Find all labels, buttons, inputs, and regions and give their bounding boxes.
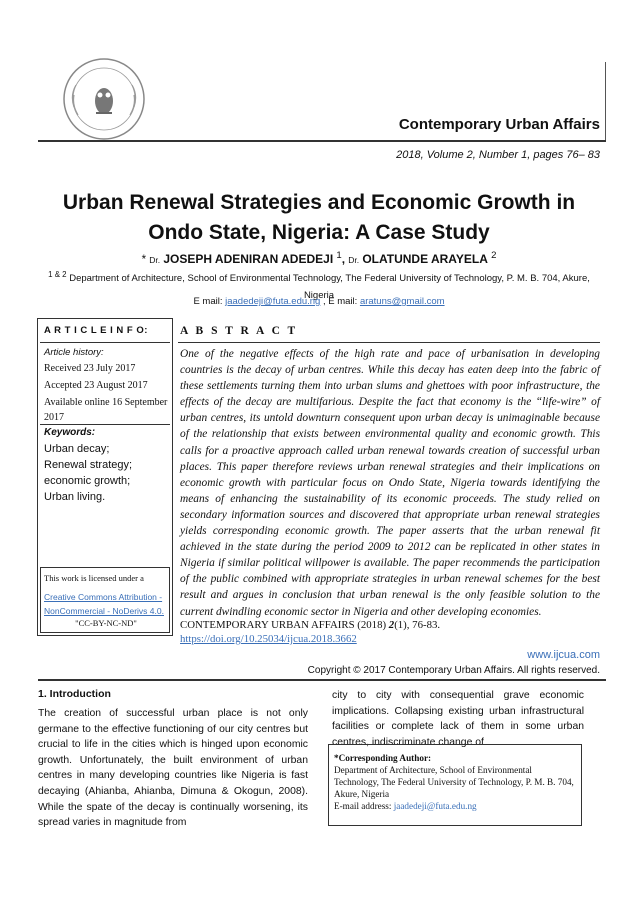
license-text: This work is licensed under a xyxy=(44,573,144,583)
body-divider xyxy=(38,679,606,681)
author-emails xyxy=(40,296,598,307)
column2-paragraph: city to city with consequential grave economic implications. Collapsing existing urban infrastructural facilities or complete lack of them in some urban centres, indiscriminate change of xyxy=(332,690,584,748)
author2-prefix: Dr. xyxy=(348,254,360,265)
corresponding-author-email-line xyxy=(334,800,576,812)
author2-sup: 2 xyxy=(491,250,497,261)
keyword: economic growth; xyxy=(44,475,131,487)
citation xyxy=(180,619,600,631)
intro-paragraph: The creation of successful urban place is not only germane to the effective functioning of our city centres but crucial to life in the cities which is hinged upon economic growth. Unfortunately, the built environment of urban centres in many developing countries like Nigeria is fast decaying (Ahianba, Ahianba, Dimuna & Okogun, 2008). While the spate of the decay is continually worsening, its spread varies in magnitude from xyxy=(38,708,308,829)
corresponding-author-details xyxy=(334,752,576,812)
header-vertical-rule xyxy=(605,62,606,142)
corresponding-email-link[interactable]: jaadedeji@futa.edu.ng xyxy=(393,801,477,811)
accepted-date: Accepted 23 August 2017 xyxy=(44,380,148,391)
keywords-divider xyxy=(40,424,170,425)
abstract-divider xyxy=(178,342,600,343)
abstract-heading: A B S T R A C T xyxy=(180,325,298,337)
received-date: Received 23 July 2017 xyxy=(44,363,136,374)
author2-name: OLATUNDE ARAYELA xyxy=(362,251,488,266)
keywords-list xyxy=(44,441,168,505)
license-code: "CC-BY-NC-ND" xyxy=(75,618,137,628)
article-info-divider xyxy=(40,342,170,343)
corresponding-marker: * xyxy=(141,253,147,266)
email-address-label: E-mail address: xyxy=(334,801,392,811)
keyword: Urban decay; xyxy=(44,443,110,455)
author1-sup: 1 xyxy=(336,250,342,261)
email-label-2: , E mail: xyxy=(322,296,358,307)
journal-name: Contemporary Urban Affairs xyxy=(398,116,600,133)
corresponding-author-address: Department of Architecture, School of Environmental Technology, The Federal University of Technology, P. M. B. 704, Akure, Nigeria xyxy=(334,765,574,799)
copyright-notice: Copyright © 2017 Contemporary Urban Affairs. All rights reserved. xyxy=(307,665,600,676)
author-line xyxy=(40,250,598,266)
keyword: Renewal strategy; xyxy=(44,459,133,471)
citation-issue-pages: (1), 76-83. xyxy=(394,619,441,631)
author-separator: , xyxy=(341,251,346,266)
author1-name: JOSEPH ADENIRAN ADEDEJI xyxy=(163,251,334,266)
email-link-1[interactable]: jaadedeji@futa.edu.ng xyxy=(225,296,321,307)
citation-volume: 2 xyxy=(388,619,395,631)
section-heading-introduction: 1. Introduction xyxy=(38,688,111,700)
author1-prefix: Dr. xyxy=(149,254,161,265)
website-link[interactable]: www.ijcua.com xyxy=(527,649,600,661)
journal-seal-logo xyxy=(60,55,148,143)
volume-info: 2018, Volume 2, Number 1, pages 76– 83 xyxy=(396,149,600,161)
keywords-label: Keywords: xyxy=(44,427,96,438)
header-divider xyxy=(38,140,606,142)
keyword: Urban living. xyxy=(44,491,106,503)
email-label-1: E mail: xyxy=(193,296,223,307)
doi-link[interactable]: https://doi.org/10.25034/ijcua.2018.3662 xyxy=(180,633,357,645)
citation-journal: CONTEMPORARY URBAN AFFAIRS (2018) xyxy=(180,619,389,631)
online-date: Available online 16 September 2017 xyxy=(44,397,168,423)
article-info-heading: A R T I C L E I N F O: xyxy=(44,325,148,336)
paper-title: Urban Renewal Strategies and Economic Growth in Ondo State, Nigeria: A Case Study xyxy=(62,191,576,244)
article-history-label: Article history: xyxy=(44,347,104,358)
affiliation-sup: 1 & 2 xyxy=(48,270,67,279)
license-link[interactable]: Creative Commons Attribution - NonCommercial - NoDerivs 4.0. xyxy=(44,592,164,616)
email-link-2[interactable]: aratuns@gmail.com xyxy=(359,296,445,307)
affiliation-text: Department of Architecture, School of Environmental Technology, The Federal University of Technology, P. M. B. 704, Akure, Nigeria xyxy=(69,273,590,302)
corresponding-author-label: *Corresponding Author: xyxy=(334,753,432,763)
abstract-text: One of the negative effects of the high rate and pace of urbanisation in developing countries is the decay of urban centres. While this decay has eaten deep into the fabric of these settlements turning them into urban slums and ghettoes with poor infrastructure, the effects of the decay are multifarious. Despite the fact that economy is the “life-wire” of urban centres, its untold downturn consequent upon urban decay is unimaginable because of the relationship that exists between environmental quality and economic growth. This calls for a proactive approach called urban renewal towards creation of successful urban places. This paper therefore reviews urban renewal strategies and their implications on economic growth with particular focus on Ondo State, Nigeria towards identifying the means of enhancing the sustainability of its economic proceeds. The study relied on secondary information sources and discovered that appropriate urban renewal strategies yields corresponding economic growth. The paper asserts that the urban renewal fit achieved in the state during the period 2009 to 2012 can be replicated in other states in Nigeria if similar political willpower is available. The paper recommends the participation of the public combined with appropriate strategies in urban renewal schemes for the best result and argues in conclusion that urban renewal is the only feasible solution to the current dwindling economic sector in Nigeria and other developing economies. xyxy=(180,348,600,618)
